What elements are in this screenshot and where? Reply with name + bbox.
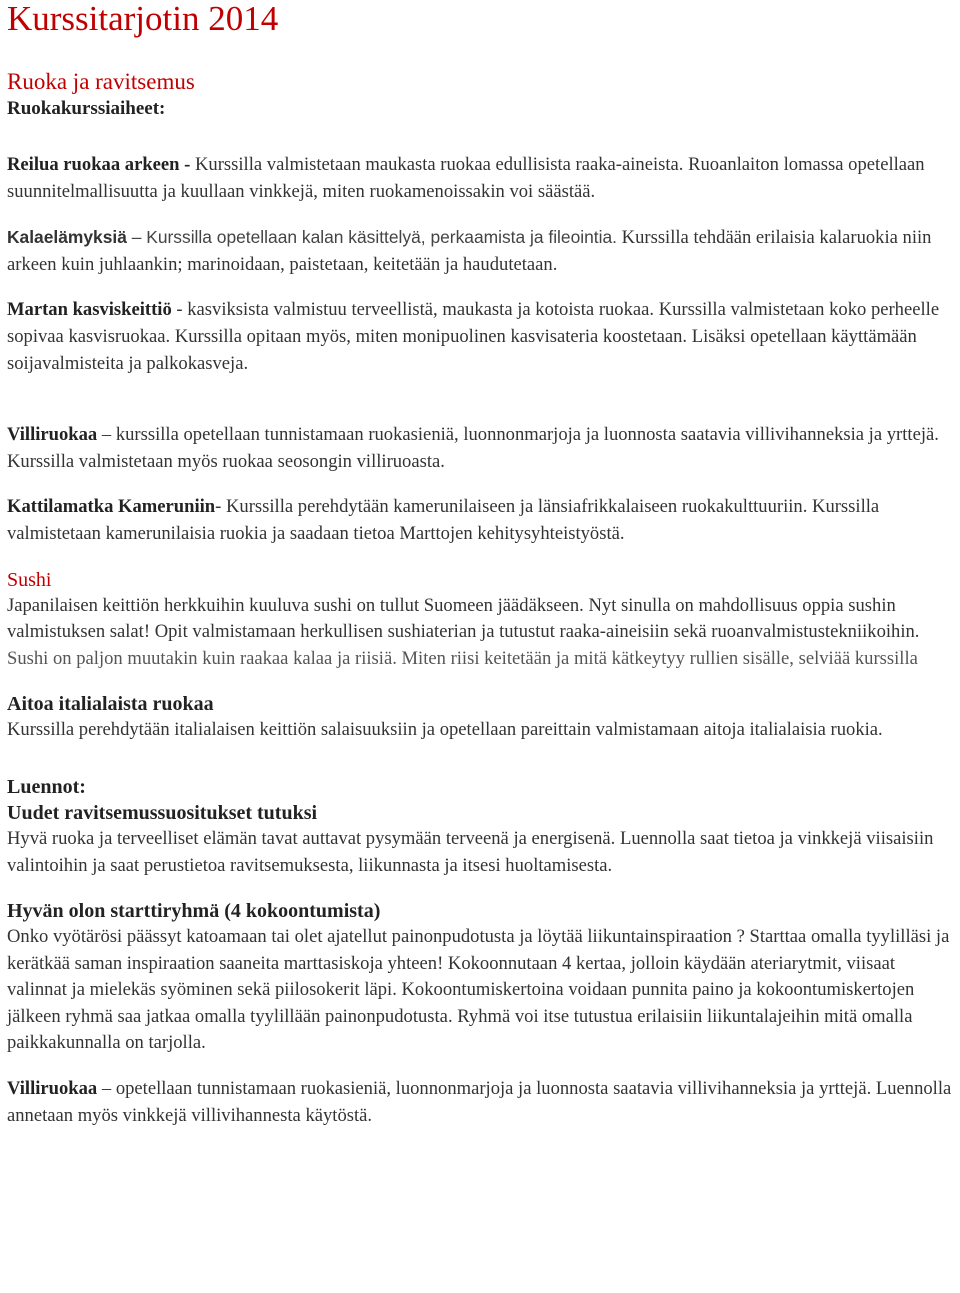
section-title: Ruoka ja ravitsemus: [7, 69, 195, 94]
lectures-section: [7, 774, 952, 879]
italian-section: [7, 691, 952, 744]
course-text: - Kurssilla perehdytään kamerunilaiseen ja länsiafrikkalaiseen ruokakulttuuriin. Kurssilla valmistetaan kamerunilaisia ruokia ja saadaan tietoa Marttojen kehitysyhteistyöstä.: [7, 496, 880, 544]
course-text: - kasviksista valmistuu terveellistä, maukasta ja kotoista ruokaa. Kurssilla valmistetaan koko perheelle sopivaa kasvisruokaa. Kurssilla opitaan myös, miten monipuolinen kasvisateria koostetaan. Lisäksi opetellaan käyttämään soijavalmisteita ja palkokasveja.: [7, 299, 940, 374]
sushi-text-main: Japanilaisen keittiön herkkuihin kuuluva sushi on tullut Suomeen jäädäkseen. Nyt sinulla on mahdollisuus oppia sushin valmistuksen salat! Opit valmistamaan herkullisen sushiaterian ja tutustut raaka-aineisiin sekä ruoanvalmistustekniikoihin.: [7, 594, 920, 643]
course-name: Martan kasviskeittiö: [7, 299, 172, 321]
course-text-2: Kurssilla tehdään erilaisia kalaruokia niin arkeen kuin juhlaankin; marinoidaan, paistetaan, keitetään ja haudutetaan.: [7, 227, 932, 275]
course-name: Kattilamatka Kameruniin: [7, 496, 216, 518]
italian-text: Kurssilla perehdytään italialaisen keittiön salaisuuksiin ja opetellaan pareittain valmistamaan aitoja italialaisia ruokia.: [7, 719, 883, 741]
lecture-title: Uudet ravitsemussuositukset tutuksi: [7, 801, 318, 824]
sushi-text: [7, 593, 952, 673]
page-title: Kurssitarjotin 2014: [7, 0, 279, 38]
sushi-text-soft: Sushi on paljon muutakin kuin raakaa kalaa ja riisiä. Miten riisi keitetään ja mitä kätkeytyy rullien sisälle, selviää kurssilla: [7, 647, 918, 669]
course-text: – Kurssilla opetellaan kalan käsittelyä, perkaamista ja fileointia.: [126, 227, 618, 248]
lecture-title: Villiruokaa: [7, 1078, 98, 1100]
lecture-text: – opetellaan tunnistamaan ruokasieniä, luonnonmarjoja ja luonnosta saatavia villivihanneksia ja yrttejä. Luennolla annetaan myös vinkkejä villivihannesta käytöstä.: [7, 1078, 952, 1126]
course-name: Kalaelämyksiä: [7, 227, 127, 248]
italian-title: Aitoa italialaista ruokaa: [7, 693, 214, 716]
sushi-title: Sushi: [7, 568, 52, 591]
course-reilua-ruokaa: [7, 152, 952, 205]
course-text: – kurssilla opetellaan tunnistamaan ruokasieniä, luonnonmarjoja ja luonnosta saatavia villivihanneksia ja yrttejä. Kurssilla valmistetaan myös ruokaa seosongin villiruoasta.: [7, 424, 939, 472]
lectures-heading: Luennot:: [7, 775, 86, 798]
lecture-text: Hyvä ruoka ja terveelliset elämän tavat auttavat pysymään terveenä ja energisenä. Luennolla saat tietoa ja vinkkejä viisaisiin valintoihin ja saat perustietoa ravitsemuksesta, liikunnasta ja itsesi huoltamisesta.: [7, 827, 934, 876]
lecture-title: Hyvän olon starttiryhmä (4 kokoontumista): [7, 900, 381, 923]
sushi-section: [7, 567, 952, 673]
lecture-starttiryhma: [7, 898, 952, 1057]
course-villiruokaa: [7, 422, 952, 475]
course-kalaelamyksia: [7, 224, 952, 278]
course-name: Reilua ruokaa arkeen -: [7, 154, 191, 175]
course-name: Villiruokaa: [7, 424, 98, 446]
lecture-text: Onko vyötärösi päässyt katoamaan tai olet ajatellut painonpudotusta ja löytää liikuntainspiraation ? Starttaa omalla tyylilläsi ja kerätkää saman inspiraation saaneita marttasiskoja yhteen! Kokoonnutaan 4 kertaa, jolloin käydään ateriarytmit, viisaat valinnat ja mielekäs syöminen sekä piilosokerit läpi. Kokoontumiskertoina voidaan punnita paino ja kokoontumiskertojen jälkeen ryhmä saa jatkaa omalla tyylillään painonpudotusta. Ryhmä voi itse tutustua erilaisiin liikuntalajeihin mitä omalla paikkakunnalla on tarjolla.: [7, 926, 950, 1054]
course-martan-kasviskeittio: [7, 297, 952, 377]
course-text: Kurssilla valmistetaan maukasta ruokaa edullisista raaka-aineista. Ruoanlaiton lomassa opetellaan suunnitelmallisuutta ja kuullaan vinkkejä, miten ruokamenoissakin voi säästää.: [7, 154, 925, 202]
course-kattilamatka: [7, 494, 952, 547]
lecture-villiruokaa: [7, 1076, 952, 1129]
courses-heading: Ruokakurssiaiheet:: [7, 98, 166, 119]
